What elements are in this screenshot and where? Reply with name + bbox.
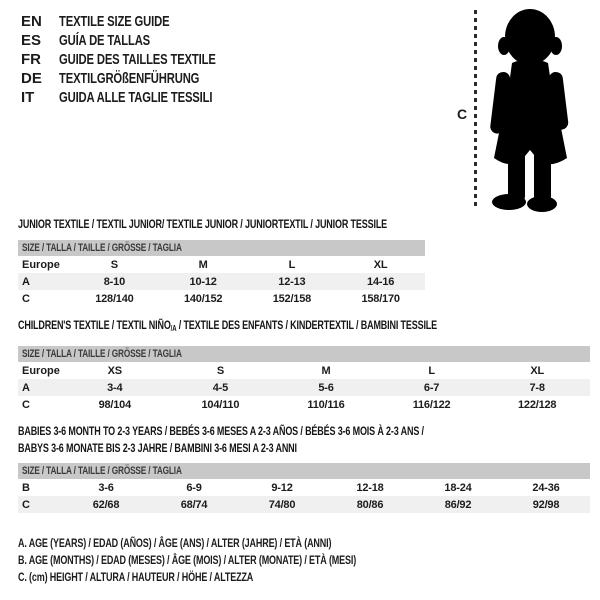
- size-cell: XS: [107, 364, 122, 377]
- language-code: IT: [21, 89, 35, 106]
- table-row: [18, 479, 590, 496]
- size-cell: 86/92: [444, 498, 472, 511]
- language-title: GUIDE DES TAILLES TEXTILE: [59, 51, 216, 68]
- size-cell: 9-12: [271, 481, 293, 494]
- table-row: [18, 362, 590, 379]
- size-cell: 10-12: [189, 275, 217, 288]
- babies-textile-section: [18, 423, 590, 511]
- language-code: FR: [21, 51, 41, 68]
- language-title: GUÍA DE TALLAS: [59, 32, 151, 49]
- size-cell: 122/128: [517, 398, 557, 411]
- size-cell: 98/104: [98, 398, 132, 411]
- size-cell: 6-9: [186, 481, 202, 494]
- table-title-segment: / TEXTILE DES ENFANTS / KINDERTEXTIL / BAMBINI TESSILE: [176, 318, 438, 332]
- size-cell: 3-4: [107, 381, 123, 394]
- row-label: A: [22, 275, 30, 288]
- size-cell: L: [428, 364, 435, 377]
- junior-textile-table: [18, 240, 425, 307]
- table-title: [18, 216, 425, 233]
- table-title-text: [18, 216, 387, 233]
- size-header-text: SIZE / TALLA / TAILLE / GRÖSSE / TAGLIA: [22, 348, 182, 360]
- table-title-text: [18, 423, 424, 457]
- size-cell: 12-13: [278, 275, 306, 288]
- size-cell: L: [288, 258, 296, 271]
- height-marker-label: C: [457, 106, 468, 122]
- table-row: [18, 290, 425, 307]
- size-header-bar: [18, 463, 590, 479]
- size-cell: M: [321, 364, 331, 377]
- junior-textile-section: [18, 216, 425, 305]
- language-code: DE: [21, 70, 42, 87]
- measurement-legend: [18, 536, 469, 587]
- size-cell: 62/68: [92, 498, 120, 511]
- table-title-text: [18, 317, 437, 337]
- size-cell: M: [198, 258, 208, 271]
- legend-line-text: C. (cm) HEIGHT / ALTURA / HAUTEUR / HÖHE / ALTEZZA: [18, 570, 254, 584]
- table-title-segment: BABIES 3-6 MONTH TO 2-3 YEARS / BEBÉS 3-6 MESES A 2-3 AÑOS / BÉBÉS 3-6 MOIS À 2-3 ANS /: [18, 424, 424, 438]
- row-label: B: [22, 481, 30, 494]
- size-header-text: SIZE / TALLA / TAILLE / GRÖSSE / TAGLIA: [22, 242, 182, 254]
- language-code: ES: [21, 32, 42, 49]
- size-cell: 74/80: [268, 498, 296, 511]
- language-title: GUIDA ALLE TAGLIE TESSILI: [59, 89, 213, 106]
- size-cell: 8-10: [103, 275, 125, 288]
- table-row: [18, 396, 590, 413]
- size-cell: 18-24: [444, 481, 472, 494]
- legend-line: [18, 570, 469, 587]
- legend-line: [18, 536, 469, 553]
- row-label: Europe: [22, 364, 60, 377]
- size-cell: 4-5: [212, 381, 229, 394]
- height-figure: [450, 6, 600, 218]
- table-title-segment: /A: [170, 324, 177, 333]
- row-label: C: [22, 398, 30, 411]
- size-cell: 5-6: [318, 381, 334, 394]
- table-title: [18, 317, 590, 337]
- table-title-segment: CHILDREN'S TEXTILE / TEXTIL NIÑO: [18, 318, 171, 332]
- size-cell: 24-36: [532, 481, 560, 494]
- size-cell: 152/158: [272, 292, 312, 305]
- size-cell: 116/122: [412, 398, 451, 411]
- size-cell: XL: [373, 258, 388, 271]
- size-cell: XL: [530, 364, 544, 377]
- childrens-textile-section: [18, 317, 590, 411]
- language-row: [21, 69, 268, 88]
- height-measure-dotted-line: [474, 10, 477, 208]
- babies-textile-table: [18, 463, 590, 513]
- table-row: [18, 496, 590, 513]
- legend-line-text: B. AGE (MONTHS) / EDAD (MESES) / ÂGE (MOIS) / ALTER (MONATE) / ETÀ (MESI): [18, 553, 357, 567]
- language-title-list: [21, 12, 268, 107]
- language-row: [21, 31, 268, 50]
- size-header-bar: [18, 240, 425, 256]
- childrens-textile-table: [18, 346, 590, 413]
- size-cell: 104/110: [201, 398, 240, 411]
- language-code: EN: [21, 13, 42, 30]
- size-header-bar: [18, 346, 590, 362]
- language-title: TEXTILGRÖßENFÜHRUNG: [59, 70, 200, 87]
- table-row: [18, 256, 425, 273]
- size-cell: 158/170: [361, 292, 400, 305]
- size-cell: S: [216, 364, 224, 377]
- row-label: Europe: [22, 258, 60, 271]
- row-label: A: [22, 381, 30, 394]
- size-cell: 140/152: [183, 292, 223, 305]
- size-cell: 14-16: [367, 275, 395, 288]
- size-cell: 68/74: [180, 498, 208, 511]
- legend-line: [18, 553, 469, 570]
- row-label: C: [22, 498, 30, 511]
- legend-line-text: A. AGE (YEARS) / EDAD (AÑOS) / ÂGE (ANS) / ALTER (JAHRE) / ETÀ (ANNI): [18, 536, 332, 550]
- table-title-segment: JUNIOR TEXTILE / TEXTIL JUNIOR/ TEXTILE JUNIOR / JUNIORTEXTIL / JUNIOR TESSILE: [18, 217, 388, 231]
- language-row: [21, 12, 268, 31]
- size-cell: 12-18: [356, 481, 384, 494]
- row-label: C: [22, 292, 30, 305]
- language-title: TEXTILE SIZE GUIDE: [59, 13, 170, 30]
- size-cell: 7-8: [529, 381, 545, 394]
- size-cell: 128/140: [95, 292, 134, 305]
- toddler-silhouette-icon: [483, 8, 577, 212]
- size-cell: S: [110, 258, 118, 271]
- size-cell: 80/86: [356, 498, 384, 511]
- size-cell: 92/98: [532, 498, 560, 511]
- table-title: [18, 423, 590, 457]
- table-row: [18, 273, 425, 290]
- size-cell: 110/116: [307, 398, 345, 411]
- size-header-text: SIZE / TALLA / TAILLE / GRÖSSE / TAGLIA: [22, 465, 182, 477]
- size-cell: 3-6: [98, 481, 114, 494]
- table-row: [18, 379, 590, 396]
- size-cell: 6-7: [423, 381, 440, 394]
- language-row: [21, 88, 268, 107]
- table-title-segment: BABYS 3-6 MONATE BIS 2-3 JAHRE / BAMBINI 3-6 MESI A 2-3 ANNI: [18, 441, 297, 455]
- language-row: [21, 50, 268, 69]
